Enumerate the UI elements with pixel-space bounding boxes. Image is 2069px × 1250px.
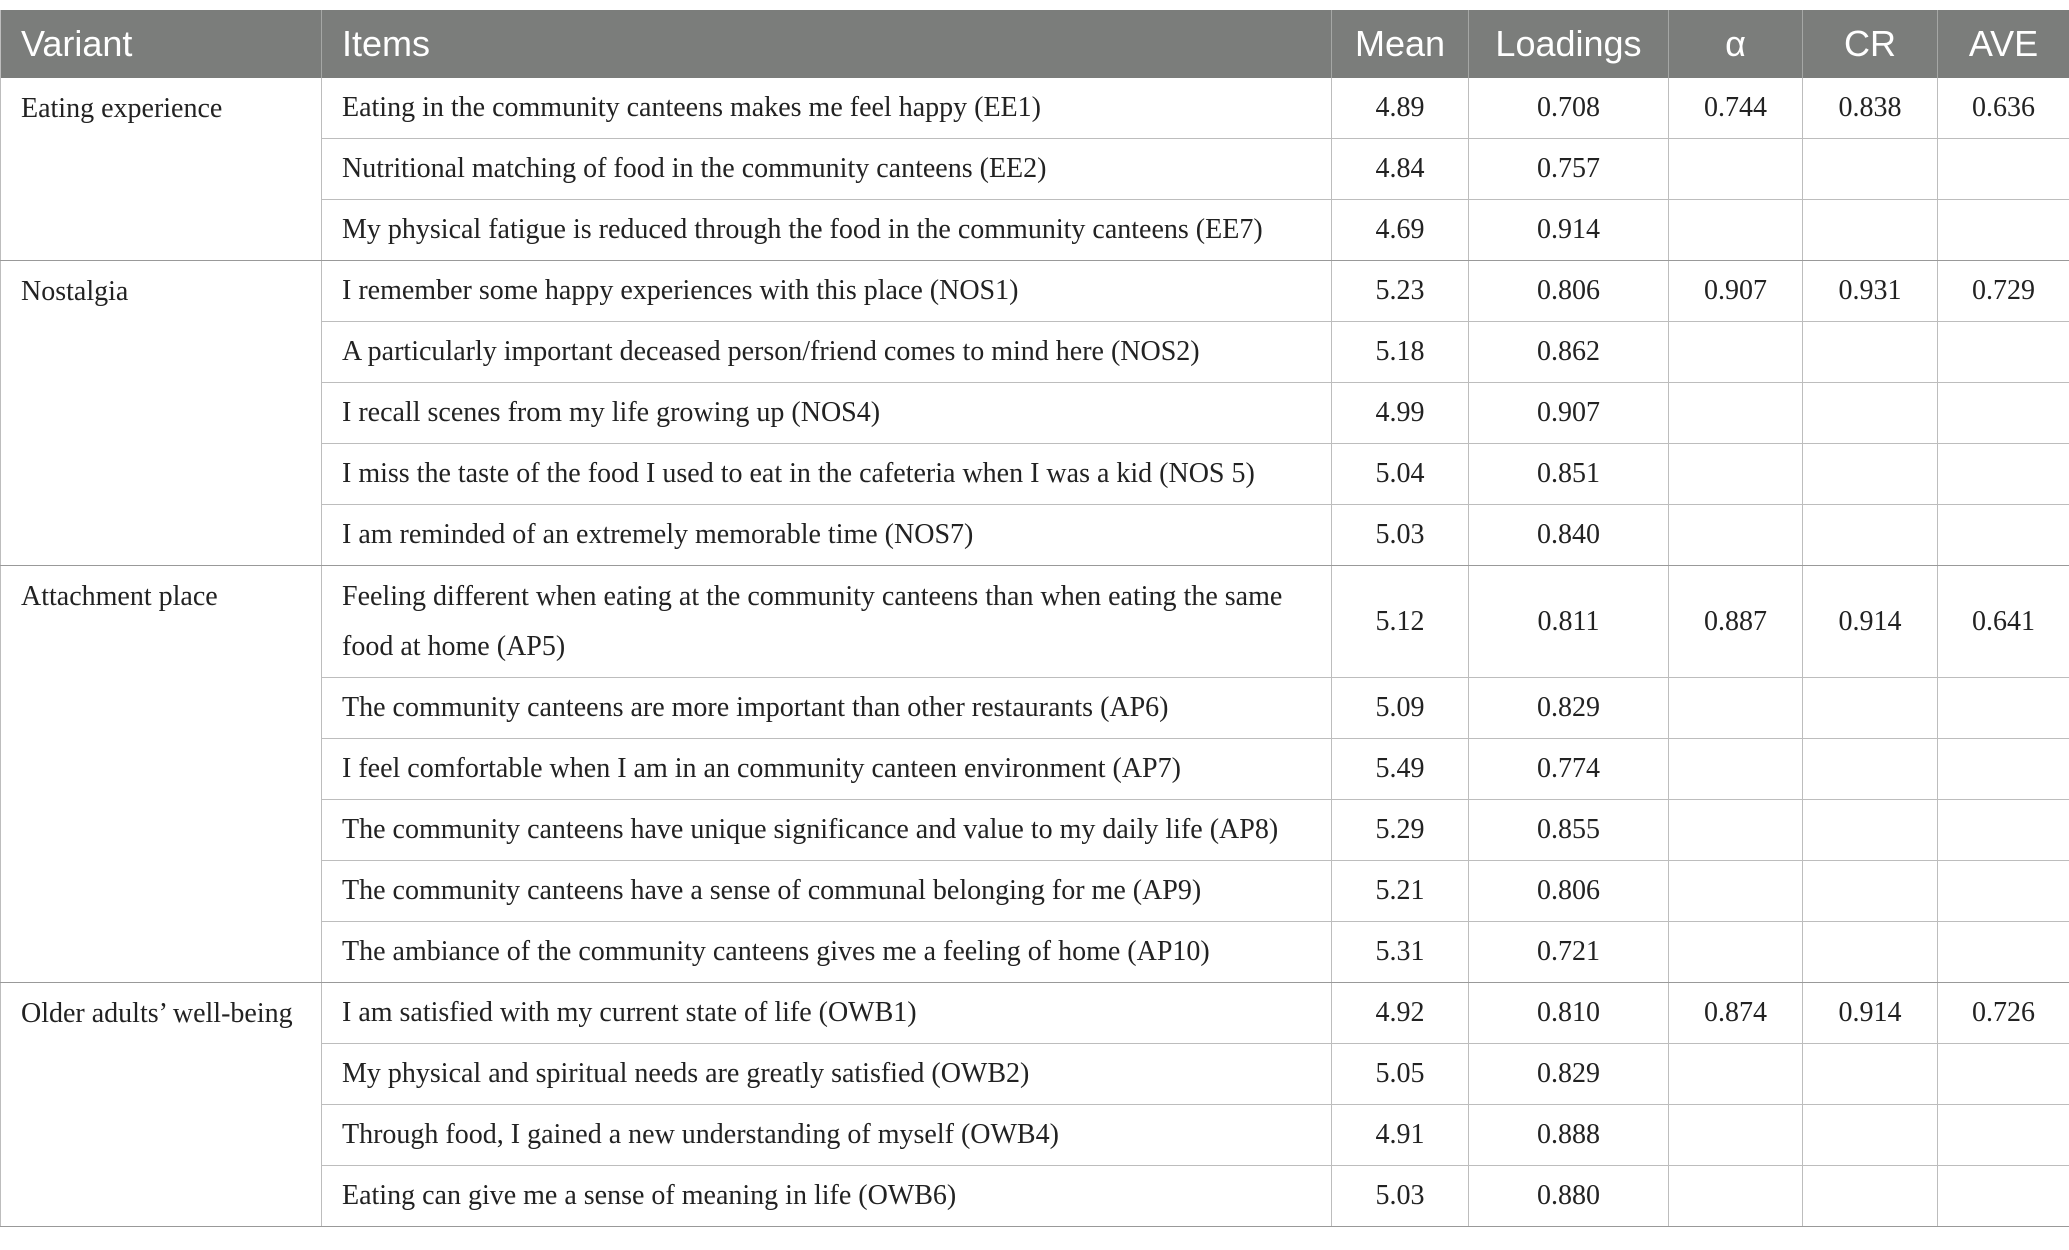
loading-cell: 0.855	[1469, 800, 1669, 861]
cr-cell: 0.931	[1803, 261, 1938, 322]
cr-cell: 0.914	[1803, 983, 1938, 1044]
cr-cell	[1803, 505, 1938, 566]
loading-cell: 0.811	[1469, 566, 1669, 678]
mean-cell: 5.23	[1332, 261, 1469, 322]
table-row	[1, 261, 2069, 322]
cr-cell	[1803, 861, 1938, 922]
ave-cell	[1938, 444, 2069, 505]
cr-cell	[1803, 200, 1938, 261]
ave-cell	[1938, 800, 2069, 861]
variant-cell: Nostalgia	[1, 261, 322, 566]
alpha-cell	[1669, 861, 1803, 922]
mean-cell: 5.21	[1332, 861, 1469, 922]
alpha-cell	[1669, 922, 1803, 983]
ave-cell: 0.641	[1938, 566, 2069, 678]
loading-cell: 0.806	[1469, 861, 1669, 922]
alpha-cell	[1669, 1105, 1803, 1166]
mean-cell: 4.89	[1332, 78, 1469, 139]
ave-cell	[1938, 678, 2069, 739]
header-ave: AVE	[1938, 10, 2069, 78]
cr-cell	[1803, 800, 1938, 861]
alpha-cell	[1669, 505, 1803, 566]
item-cell: Through food, I gained a new understanding of myself (OWB4)	[322, 1105, 1332, 1166]
mean-cell: 4.69	[1332, 200, 1469, 261]
table-row	[1, 983, 2069, 1044]
header-row	[1, 10, 2069, 78]
mean-cell: 4.91	[1332, 1105, 1469, 1166]
alpha-cell	[1669, 739, 1803, 800]
measurement-model-table	[0, 10, 2069, 1227]
header-variant: Variant	[1, 10, 322, 78]
alpha-cell	[1669, 383, 1803, 444]
alpha-cell	[1669, 200, 1803, 261]
alpha-cell	[1669, 444, 1803, 505]
table-row	[1, 78, 2069, 139]
loading-cell: 0.851	[1469, 444, 1669, 505]
ave-cell	[1938, 739, 2069, 800]
loading-cell: 0.914	[1469, 200, 1669, 261]
alpha-cell	[1669, 322, 1803, 383]
header-alpha: α	[1669, 10, 1803, 78]
loading-cell: 0.829	[1469, 678, 1669, 739]
cr-cell: 0.838	[1803, 78, 1938, 139]
item-cell: Eating in the community canteens makes me feel happy (EE1)	[322, 78, 1332, 139]
loading-cell: 0.806	[1469, 261, 1669, 322]
ave-cell	[1938, 200, 2069, 261]
cr-cell	[1803, 444, 1938, 505]
table-row	[1, 566, 2069, 678]
cr-cell	[1803, 739, 1938, 800]
mean-cell: 5.09	[1332, 678, 1469, 739]
header-mean: Mean	[1332, 10, 1469, 78]
cr-cell	[1803, 678, 1938, 739]
item-cell: The community canteens are more important than other restaurants (AP6)	[322, 678, 1332, 739]
mean-cell: 5.18	[1332, 322, 1469, 383]
ave-cell	[1938, 1166, 2069, 1227]
mean-cell: 5.04	[1332, 444, 1469, 505]
mean-cell: 5.31	[1332, 922, 1469, 983]
header-loadings: Loadings	[1469, 10, 1669, 78]
item-cell: I am reminded of an extremely memorable time (NOS7)	[322, 505, 1332, 566]
alpha-cell	[1669, 800, 1803, 861]
item-cell: I feel comfortable when I am in an community canteen environment (AP7)	[322, 739, 1332, 800]
ave-cell	[1938, 1105, 2069, 1166]
item-cell: I miss the taste of the food I used to eat in the cafeteria when I was a kid (NOS 5)	[322, 444, 1332, 505]
table-body	[1, 78, 2069, 1227]
item-cell: I recall scenes from my life growing up (NOS4)	[322, 383, 1332, 444]
loading-cell: 0.829	[1469, 1044, 1669, 1105]
loading-cell: 0.840	[1469, 505, 1669, 566]
loading-cell: 0.810	[1469, 983, 1669, 1044]
cr-cell	[1803, 383, 1938, 444]
item-cell: I remember some happy experiences with this place (NOS1)	[322, 261, 1332, 322]
ave-cell: 0.729	[1938, 261, 2069, 322]
variant-cell: Eating experience	[1, 78, 322, 261]
alpha-cell: 0.874	[1669, 983, 1803, 1044]
variant-cell: Older adults’ well-being	[1, 983, 322, 1227]
mean-cell: 5.49	[1332, 739, 1469, 800]
loading-cell: 0.721	[1469, 922, 1669, 983]
header-items: Items	[322, 10, 1332, 78]
item-cell: Nutritional matching of food in the community canteens (EE2)	[322, 139, 1332, 200]
item-cell: A particularly important deceased person/friend comes to mind here (NOS2)	[322, 322, 1332, 383]
alpha-cell	[1669, 1166, 1803, 1227]
item-cell: I am satisfied with my current state of life (OWB1)	[322, 983, 1332, 1044]
ave-cell: 0.636	[1938, 78, 2069, 139]
loading-cell: 0.774	[1469, 739, 1669, 800]
table-header	[1, 10, 2069, 78]
loading-cell: 0.862	[1469, 322, 1669, 383]
loading-cell: 0.708	[1469, 78, 1669, 139]
header-cr: CR	[1803, 10, 1938, 78]
loading-cell: 0.757	[1469, 139, 1669, 200]
cr-cell	[1803, 1105, 1938, 1166]
cr-cell	[1803, 139, 1938, 200]
mean-cell: 4.92	[1332, 983, 1469, 1044]
variant-cell: Attachment place	[1, 566, 322, 983]
item-cell: Feeling different when eating at the community canteens than when eating the same food at home (AP5)	[322, 566, 1332, 678]
ave-cell: 0.726	[1938, 983, 2069, 1044]
item-cell: Eating can give me a sense of meaning in life (OWB6)	[322, 1166, 1332, 1227]
ave-cell	[1938, 1044, 2069, 1105]
ave-cell	[1938, 322, 2069, 383]
cr-cell: 0.914	[1803, 566, 1938, 678]
ave-cell	[1938, 139, 2069, 200]
alpha-cell: 0.907	[1669, 261, 1803, 322]
item-cell: The community canteens have unique significance and value to my daily life (AP8)	[322, 800, 1332, 861]
mean-cell: 5.12	[1332, 566, 1469, 678]
cr-cell	[1803, 322, 1938, 383]
item-cell: The ambiance of the community canteens gives me a feeling of home (AP10)	[322, 922, 1332, 983]
loading-cell: 0.888	[1469, 1105, 1669, 1166]
item-cell: My physical fatigue is reduced through the food in the community canteens (EE7)	[322, 200, 1332, 261]
mean-cell: 5.03	[1332, 505, 1469, 566]
ave-cell	[1938, 922, 2069, 983]
cr-cell	[1803, 922, 1938, 983]
mean-cell: 4.84	[1332, 139, 1469, 200]
cr-cell	[1803, 1166, 1938, 1227]
mean-cell: 4.99	[1332, 383, 1469, 444]
alpha-cell	[1669, 1044, 1803, 1105]
cr-cell	[1803, 1044, 1938, 1105]
loading-cell: 0.880	[1469, 1166, 1669, 1227]
alpha-cell	[1669, 139, 1803, 200]
ave-cell	[1938, 505, 2069, 566]
alpha-cell	[1669, 678, 1803, 739]
mean-cell: 5.05	[1332, 1044, 1469, 1105]
alpha-cell: 0.887	[1669, 566, 1803, 678]
mean-cell: 5.03	[1332, 1166, 1469, 1227]
mean-cell: 5.29	[1332, 800, 1469, 861]
ave-cell	[1938, 861, 2069, 922]
item-cell: The community canteens have a sense of communal belonging for me (AP9)	[322, 861, 1332, 922]
ave-cell	[1938, 383, 2069, 444]
item-cell: My physical and spiritual needs are greatly satisfied (OWB2)	[322, 1044, 1332, 1105]
loading-cell: 0.907	[1469, 383, 1669, 444]
alpha-cell: 0.744	[1669, 78, 1803, 139]
